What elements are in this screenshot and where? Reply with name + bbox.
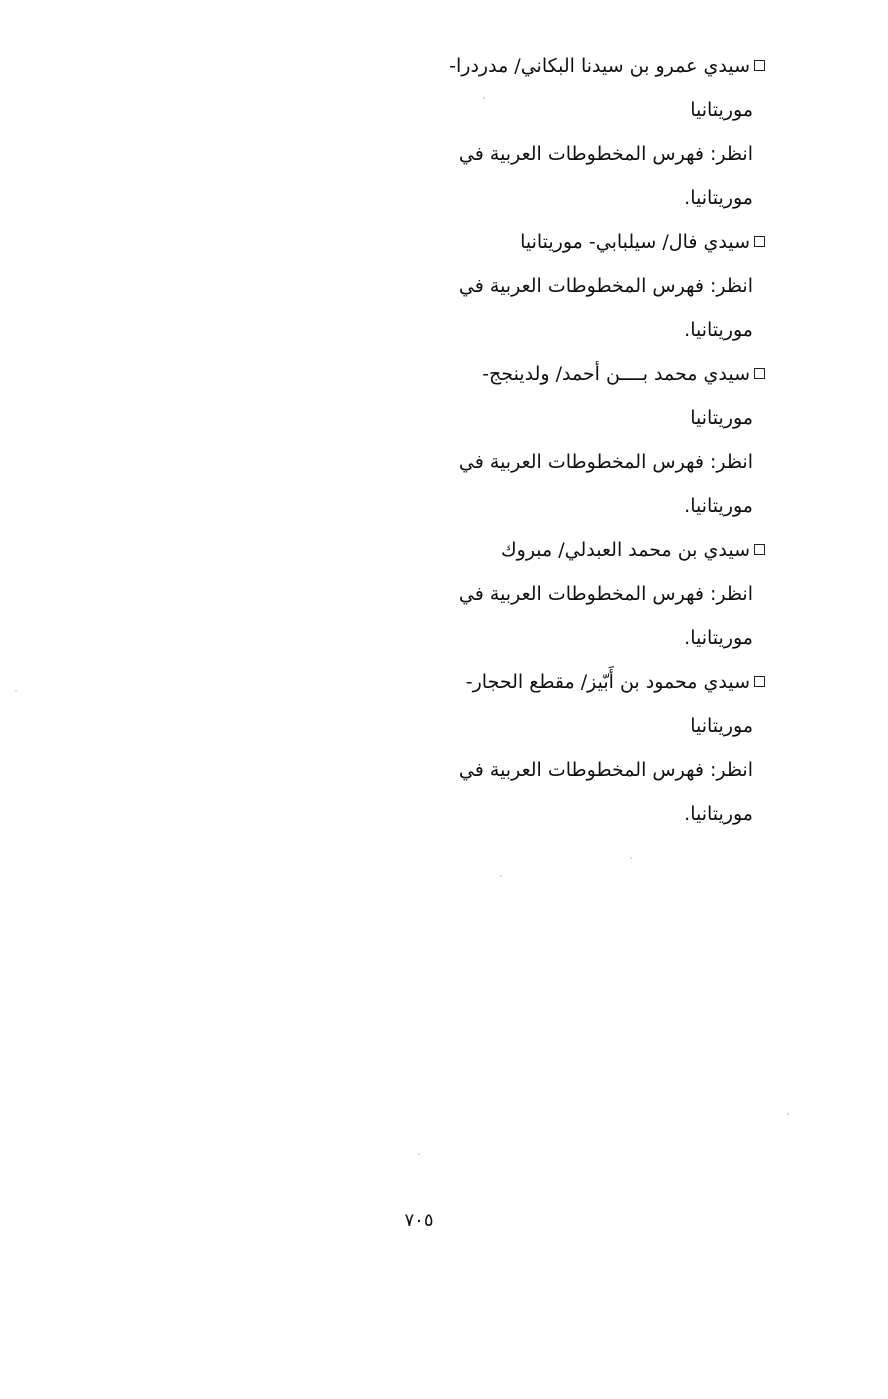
entry-see-reference: انظر: فهرس المخطوطات العربية في (458, 759, 753, 781)
entry-see-reference-continuation: موريتانيا. (684, 187, 753, 209)
index-column (430, 44, 765, 836)
entry-title: سيدي فال/ سيلبابي- موريتانيا (520, 231, 750, 253)
entry-title: سيدي محمد بــــن أحمد/ ولدينجج- (482, 363, 750, 385)
entry-see-reference-continuation: موريتانيا. (684, 627, 753, 649)
entry-title: سيدي بن محمد العبدلي/ مبروك (500, 539, 750, 561)
scan-speck (418, 1153, 420, 1155)
entry-see-reference: انظر: فهرس المخطوطات العربية في (458, 451, 753, 473)
entry-title-continuation: موريتانيا (690, 715, 753, 737)
entry-title-line (430, 44, 765, 88)
square-bullet-icon (754, 60, 765, 71)
index-entry (430, 44, 765, 220)
square-bullet-icon (754, 236, 765, 247)
entry-title-line (430, 660, 765, 704)
square-bullet-icon (754, 368, 765, 379)
square-bullet-icon (754, 544, 765, 555)
entry-title-line (430, 220, 765, 264)
entry-title-line (430, 352, 765, 396)
index-entry (430, 352, 765, 528)
entry-see-reference-continuation: موريتانيا. (684, 495, 753, 517)
scan-speck (500, 875, 502, 877)
entry-see-reference-continuation: موريتانيا. (684, 319, 753, 341)
index-entry (430, 660, 765, 836)
index-entry (430, 528, 765, 660)
entry-title-continuation: موريتانيا (690, 407, 753, 429)
entry-see-reference-continuation: موريتانيا. (684, 803, 753, 825)
entry-see-reference: انظر: فهرس المخطوطات العربية في (458, 275, 753, 297)
page-number: ٧٠٥ (404, 1210, 434, 1231)
entry-see-reference: انظر: فهرس المخطوطات العربية في (458, 143, 753, 165)
entry-see-reference: انظر: فهرس المخطوطات العربية في (458, 583, 753, 605)
entry-title: سيدي محمود بن أَبّيز/ مقطع الحجار- (465, 671, 750, 693)
scan-speck (630, 857, 632, 859)
scan-speck (15, 690, 17, 692)
entry-title-line (430, 528, 765, 572)
index-entry (430, 220, 765, 352)
entry-title: سيدي عمرو بن سيدنا البكاني/ مدردرا- (449, 55, 750, 77)
square-bullet-icon (754, 676, 765, 687)
scan-speck (787, 1113, 789, 1115)
scan-speck (483, 97, 485, 99)
entry-title-continuation: موريتانيا (690, 99, 753, 121)
